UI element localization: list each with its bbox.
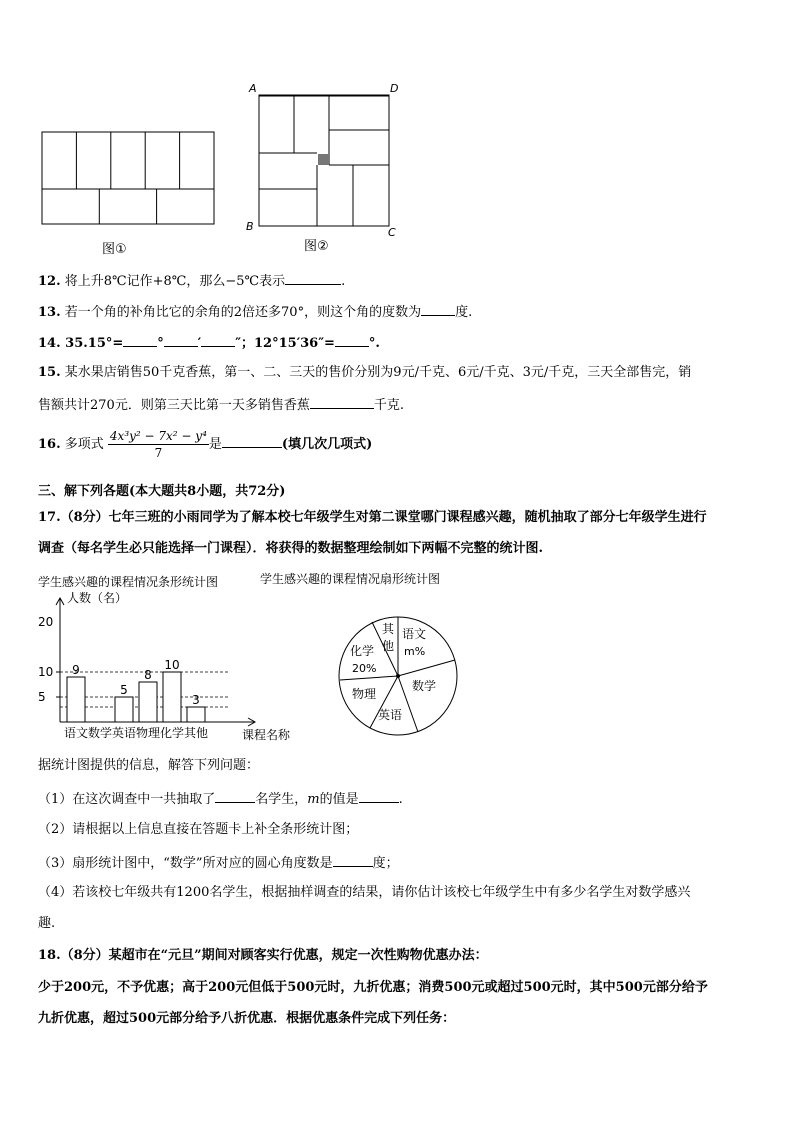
bar-chart-title: 学生感兴趣的课程情况条形统计图 (38, 575, 219, 589)
question-14: 14. 35.15°= ° ′ ″；12°15′36″= °. (38, 333, 380, 353)
pie-label-other-2: 他 (382, 639, 395, 653)
question-17-sub-1: （1）在这次调查中一共抽取了 名学生，m的值是 . (38, 789, 403, 809)
polynomial-fraction: $\frac{\text{4x³y² − 7x² − y⁴}}{7}$ (109, 428, 207, 460)
label-b: B (246, 220, 254, 233)
question-18-line-2: 少于200元，不予优惠；高于200元但低于500元时，九折优惠；消费500元或超过500元时，其中500元部分给予 (38, 980, 708, 995)
label-a: A (249, 82, 257, 95)
bar-3 (139, 682, 157, 722)
y-tick-label: 5 (38, 690, 46, 704)
x-category-label: 化学 (160, 726, 185, 740)
pie-label-chemistry-percent: 20% (352, 662, 377, 675)
y-tick-label: 10 (38, 665, 54, 679)
x-category-label: 物理 (136, 726, 161, 740)
bar-value-label: 8 (144, 668, 152, 682)
question-17-sub-3: （3）扇形统计图中，“数学”所对应的圆心角度数是 度； (38, 853, 399, 873)
question-17-sub-4-line-2: 趣. (38, 916, 56, 931)
question-13: 13. 若一个角的补角比它的余角的2倍还多70°，则这个角的度数为 度. (38, 302, 472, 322)
pie-slice-line (340, 676, 398, 680)
pie-label-chemistry: 化学 (350, 644, 375, 658)
label-c: C (388, 226, 396, 239)
answer-blank[interactable] (421, 302, 455, 316)
pie-label-math: 数学 (412, 679, 437, 693)
pie-chart-title: 学生感兴趣的课程情况扇形统计图 (260, 572, 441, 586)
question-18-line-3: 九折优惠，超过500元部分给予八折优惠．根据优惠条件完成下列任务： (38, 1011, 456, 1026)
question-15-line-2: 售额共计270元．则第三天比第一天多销售香蕉 千克. (38, 395, 404, 415)
answer-blank[interactable] (123, 333, 157, 347)
y-tick-label: 20 (38, 615, 54, 629)
answer-blank[interactable] (164, 333, 198, 347)
answer-blank[interactable] (359, 789, 399, 803)
question-17-line-1: 17.（8分）七年三班的小雨同学为了解本校七年级学生对第二课堂哪门课程感兴趣，随机抽取了部分七年级学生进行 (38, 510, 707, 525)
bar-2 (115, 697, 133, 722)
figure-1-caption: 图① (102, 242, 127, 257)
figure-2 (240, 80, 405, 240)
bar-chart (30, 585, 310, 745)
bar-value-label: 9 (72, 663, 80, 677)
pie-center (396, 674, 400, 678)
x-category-label: 英语 (112, 726, 137, 740)
answer-blank[interactable] (222, 434, 282, 448)
question-17-line-2: 调查（每名学生必只能选择一门课程）．将获得的数据整理绘制如下两幅不完整的统计图. (38, 541, 544, 556)
label-d: D (390, 82, 399, 95)
bar-value-label: 5 (120, 683, 128, 697)
question-16: 16. 多项式 $\frac{\text{4x³y² − 7x² − y⁴}}{7}$ 是 (填几次几项式) (38, 428, 373, 460)
answer-blank[interactable] (201, 333, 235, 347)
shaded-square (318, 154, 329, 165)
bar-4 (163, 672, 181, 722)
pie-label-english: 英语 (378, 708, 403, 722)
answer-blank[interactable] (215, 789, 255, 803)
section-3-heading: 三、解下列各题(本大题共8小题，共72分) (38, 484, 286, 499)
bar-value-label: 3 (192, 693, 200, 707)
pie-label-m-percent: m% (404, 645, 426, 658)
figure-1 (38, 128, 220, 228)
pie-label-other-1: 其 (382, 622, 395, 636)
question-18-line-1: 18.（8分）某超市在“元旦”期间对顾客实行优惠，规定一次性购物优惠办法： (38, 948, 488, 963)
pie-label-chinese: 语文 (402, 627, 427, 641)
answer-blank[interactable] (310, 395, 374, 409)
pie-slice-line (398, 660, 455, 676)
y-axis-label: 人数（名） (67, 591, 128, 605)
bar-value-label: 10 (164, 658, 180, 672)
figure-2-caption: 图② (304, 239, 329, 254)
answer-blank[interactable] (285, 271, 341, 285)
bar-0 (67, 677, 85, 722)
x-category-label: 语文 (64, 726, 89, 740)
answer-blank[interactable] (333, 853, 373, 867)
x-category-label: 其他 (184, 726, 209, 740)
question-15-line-1: 15. 某水果店销售50千克香蕉，第一、二、三天的售价分别为9元/千克、6元/千克、3元/千克，三天全部售完，销 (38, 365, 692, 380)
x-axis-label: 课程名称 (242, 728, 291, 742)
pie-label-physics: 物理 (352, 687, 377, 701)
question-17-sub-2: （2）请根据以上信息直接在答题卡上补全条形统计图； (38, 822, 359, 837)
question-17-sub-4-line-1: （4）若该校七年级共有1200名学生，根据抽样调查的结果，请你估计该校七年级学生中有多少名学生对数学感兴 (38, 885, 691, 900)
bar-5 (187, 707, 205, 722)
question-12: 12. 将上升8℃记作+8℃，那么−5℃表示 . (38, 271, 345, 291)
question-17-intro: 据统计图提供的信息，解答下列问题： (38, 758, 260, 773)
x-category-label: 数学 (88, 726, 113, 740)
answer-blank[interactable] (335, 333, 369, 347)
pie-chart (330, 610, 470, 740)
